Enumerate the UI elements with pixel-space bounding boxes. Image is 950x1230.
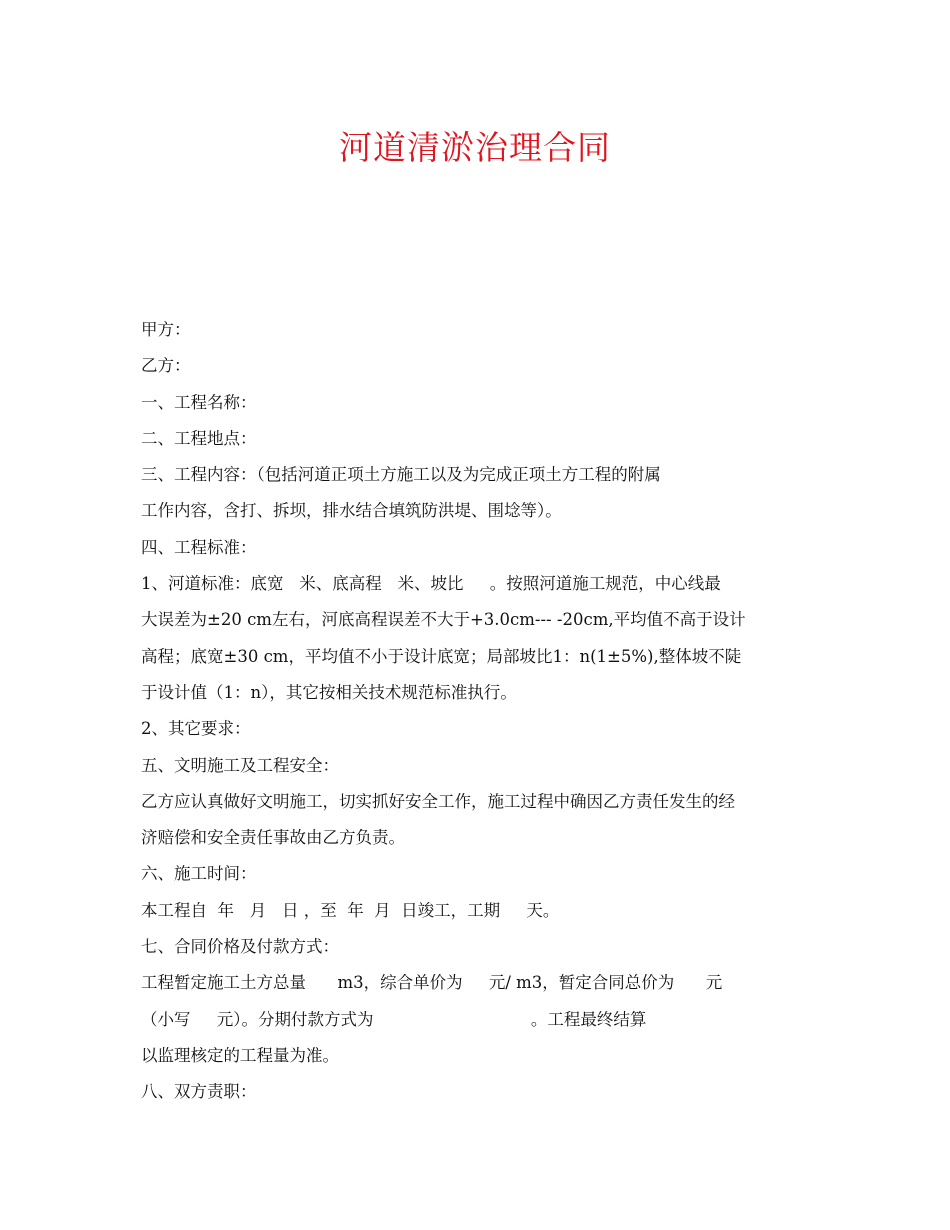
project-location-line: 二、工程地点： xyxy=(141,428,257,448)
document-body xyxy=(141,312,821,1111)
other-requirements-line: 2、其它要求： xyxy=(141,719,251,739)
responsibilities-heading: 八、双方责职： xyxy=(141,1082,257,1102)
price-payment-heading: 七、合同价格及付款方式： xyxy=(141,937,339,957)
safety-line-2: 济赔偿和安全责任事故由乙方负责。 xyxy=(141,828,405,848)
safety-heading: 五、文明施工及工程安全： xyxy=(141,755,339,775)
schedule-line: 本工程自 年 月 日 ，至 年 月 日竣工，工期 天。 xyxy=(141,900,560,920)
price-line: 工程暂定施工土方总量 m3，综合单价为 元/ m3，暂定合同总价为 元 xyxy=(141,973,723,993)
party-a-line: 甲方： xyxy=(141,320,191,339)
party-b-line: 乙方： xyxy=(141,356,191,376)
project-standard-heading: 四、工程标准： xyxy=(141,537,257,557)
safety-line: 乙方应认真做好文明施工，切实抓好安全工作，施工过程中确因乙方责任发生的经 xyxy=(141,791,735,811)
river-standard-line-4: 于设计值（1：n），其它按相关技术规范标准执行。 xyxy=(141,682,517,702)
river-standard-line-2: 大误差为±20 cm左右，河底高程误差不大于+3.0cm--- -20cm,平均值不高于设计 xyxy=(141,610,746,630)
project-name-line: 一、工程名称： xyxy=(141,392,257,412)
document-title: 河道清淤治理合同 xyxy=(339,128,611,167)
schedule-heading: 六、施工时间： xyxy=(141,864,257,884)
project-content-line: 三、工程内容：（包括河道正项土方施工以及为完成正项土方工程的附属 xyxy=(141,465,661,485)
river-standard-line: 1、河道标准：底宽 米、底高程 米、坡比 。按照河道施工规范，中心线最 xyxy=(141,574,721,594)
price-line-3: 以监理核定的工程量为准。 xyxy=(141,1045,339,1065)
river-standard-line-3: 高程；底宽±30 cm，平均值不小于设计底宽；局部坡比1：n(1±5%),整体坡不陡 xyxy=(141,646,742,666)
project-content-line-continued: 工作内容，含打、拆坝，排水结合填筑防洪堤、围埝等）。 xyxy=(141,501,562,521)
price-line-2: （小写 元）。分期付款方式为 。工程最终结算 xyxy=(141,1009,647,1029)
